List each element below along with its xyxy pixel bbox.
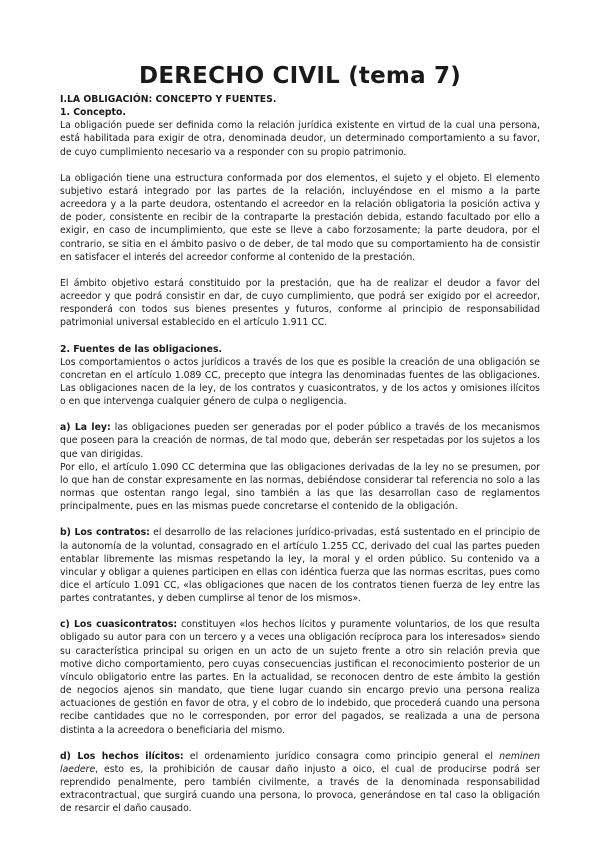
section-heading-obligacion: I.LA OBLIGACIÓN: CONCEPTO Y FUENTES. — [60, 94, 277, 105]
term-contratos: b) Los contratos: — [60, 527, 150, 539]
paragraph-ambito-objetivo: El ámbito objetivo estará constituido por la prestación, que ha de realizar el deudor a favor del acreedor y que podrá consistir en dar, de cuyo cumplimiento, que podrá ser exigido por el acreedor, responderá con todos sus bienes presentes y futuros, conforme al principio de responsabilidad patrimonial universal establecido en el artículo 1.911 CC. — [60, 277, 540, 329]
term-la-ley: a) La ley: — [60, 422, 111, 434]
term-hechos-ilicitos: d) Los hechos ilícitos: — [60, 750, 184, 762]
paragraph-fuentes: Los comportamientos o actos jurídicos a través de los que es posible la creación de una obligación se concretan en el artículo 1.089 CC, precepto que integra las denominadas fuentes de las obligaciones. Las obligaciones nacen de la ley, de los contratos y cuasicontratos, y de los actos y omisiones ilícitos o en que intervenga cualquier género de culpa o negligencia. — [60, 356, 540, 408]
paragraph-la-ley-cont: Por ello, el artículo 1.090 CC determina que las obligaciones derivadas de la ley no se presumen, por lo que han de constar expresamente en las normas, debiéndose considerar tal referencia no solo a las normas que ostentan rango legal, sino también a las que las desarrollan caso de reglamentos principalmente, pues en las mismas puede concretarse el contenido de la obligación. — [60, 461, 540, 513]
paragraph-contratos — [60, 526, 540, 605]
text-cuasicontratos: constituyen «los hechos lícitos y puramente voluntarios, de los que resulta obligado su autor para con un tercero y a veces una obligación recíproca para los interesados» siendo su característica principal su origen en un acto de un sujeto frente a otro sin relación previa que motive dicho comportamiento, pero cuyas consecuencias justifican el reconocimiento posterior de un vínculo obligatorio entre las partes. En la actualidad, se reconocen dentro de este ámbito la gestión de negocios ajenos sin mandato, que tiene lugar cuando sin encargo previo una persona realiza actuaciones de gestión en favor de otra, y el cobro de lo indebido, que procederá cuando una persona recibe cantidades que no le corresponden, por error del pagados, se realizada a una de persona distinta a la acreedora o beneficiaria del mismo. — [60, 619, 540, 736]
paragraph-hechos-ilicitos — [60, 750, 540, 816]
text-neminen-laedere: neminen laedere — [60, 750, 540, 775]
document-title: DERECHO CIVIL (tema 7) — [139, 63, 461, 89]
paragraph-cuasicontratos — [60, 618, 540, 736]
subsection-heading-fuentes: 2. Fuentes de las obligaciones. — [60, 343, 223, 355]
paragraph-estructura: La obligación tiene una estructura conformada por dos elementos, el sujeto y el objeto. El elemento subjetivo estará integrado por las partes de la relación, incluyéndose en el mismo a la parte acreedora y a la parte deudora, ostentando el acreedor en la relación obligatoria la posición activa y de poder, consistente en recibir de la contraparte la prestación debida, estando facultado por ello a exigir, en caso de incumplimiento, que este se lleve a cabo forzosamente; la parte deudora, por el contrario, se sitia en el ámbito pasivo o de deber, de tal modo que su comportamiento ha de consistir en satisfacer el interés del acreedor conforme al contenido de la prestación. — [60, 172, 540, 263]
text-la-ley: las obligaciones pueden ser generadas por el poder público a través de los mecanismos que poseen para la creación de normas, de tal modo que, deberán ser respetadas por los sujetos a los que van dirigidas. — [60, 422, 541, 460]
text-hechos-ilicitos-pre: el ordenamiento jurídico consagra como principio general el — [183, 750, 500, 762]
text-contratos: el desarrollo de las relaciones jurídico-privadas, está sustentado en el principio de la autonomía de la voluntad, consagrado en el artículo 1.255 CC, derivado del cual las partes pueden entablar libremente las mismas respetando la ley, la moral y el orden público. Su contenido va a vincular y obligar a quienes participen en ellas con idéntica fuerza que las normas escritas, pues como dice el artículo 1.091 CC, «las obligaciones que nacen de los contratos tienen fuerza de ley entre las partes contratantes, y deben cumplirse al tenor de los mismos». — [60, 527, 541, 605]
term-cuasicontratos: c) Los cuasicontratos: — [60, 619, 178, 631]
paragraph-la-ley — [60, 421, 540, 460]
subsection-heading-concepto: 1. Concepto. — [60, 107, 126, 119]
text-hechos-ilicitos-post: , esto es, la prohibición de causar daño injusto a oico, el cual de producirse podrá ser reprendido penalmente, pero también civilmente, a través de la denominada responsabilidad extracontractual, que surgirá cuando una persona, lo provoca, generándose en tal caso la obligación de resarcir el daño causado. — [60, 763, 540, 815]
paragraph-definicion: La obligación puede ser definida como la relación jurídica existente en virtud de la cual una persona, está habilitada para exigir de otra, denominada deudor, un determinado comportamiento a su favor, de cuyo cumplimiento necesario va a responder con su propio patrimonio. — [60, 120, 540, 158]
